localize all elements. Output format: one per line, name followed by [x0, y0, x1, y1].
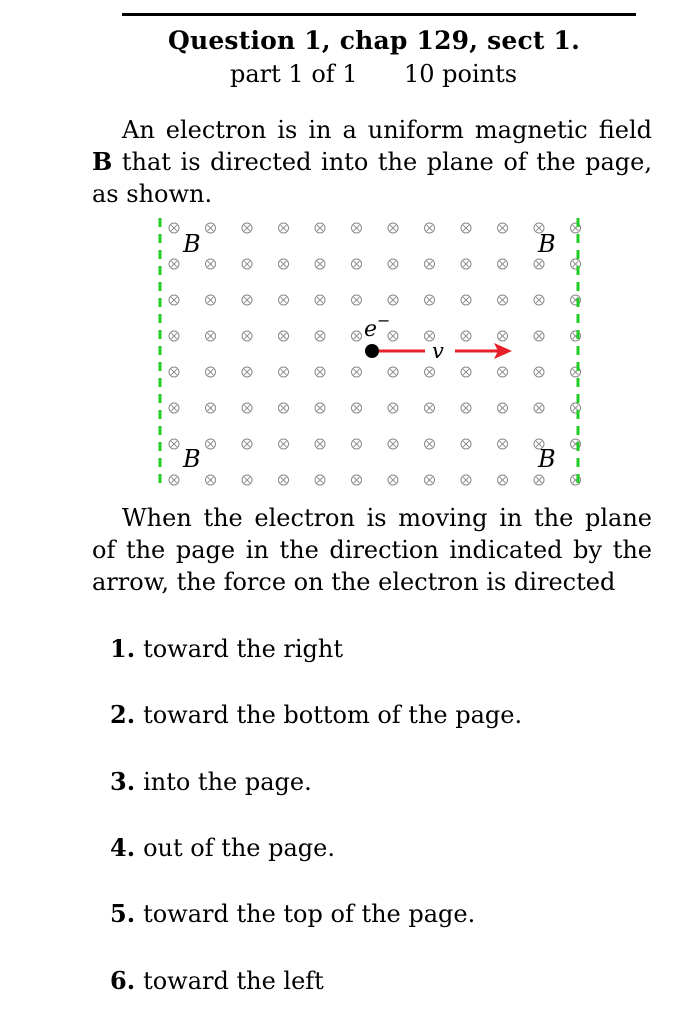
field-into-page-symbol [242, 331, 252, 341]
field-into-page-symbol [206, 475, 216, 485]
field-into-page-symbol [352, 403, 362, 413]
field-into-page-symbol [498, 367, 508, 377]
field-into-page-symbol [352, 331, 362, 341]
field-into-page-symbol [388, 403, 398, 413]
field-into-page-symbol [315, 367, 325, 377]
choice-text: toward the bottom of the page. [143, 701, 523, 729]
field-into-page-symbol [425, 367, 435, 377]
choice-number: 4. [110, 833, 136, 862]
choice-number: 1. [110, 634, 136, 663]
field-into-page-symbol [425, 475, 435, 485]
field-into-page-symbol [242, 259, 252, 269]
field-into-page-symbol [388, 223, 398, 233]
field-symbol-b: B [92, 147, 113, 176]
field-into-page-symbol [279, 223, 289, 233]
field-into-page-symbol [352, 367, 362, 377]
field-into-page-symbol [534, 295, 544, 305]
choice-text: into the page. [143, 768, 312, 796]
field-label-bottom-left: B [183, 445, 201, 473]
question-prompt [92, 502, 652, 598]
field-label-top-right: B [538, 230, 556, 258]
field-into-page-symbol [315, 331, 325, 341]
answer-choice-5[interactable] [110, 899, 475, 928]
field-into-page-symbol [279, 367, 289, 377]
field-into-page-symbol [352, 475, 362, 485]
field-into-page-symbol [242, 439, 252, 449]
field-into-page-symbol [388, 331, 398, 341]
magnetic-field-diagram [150, 210, 590, 495]
field-into-page-symbol [169, 259, 179, 269]
field-into-page-symbol [388, 295, 398, 305]
answer-choice-4[interactable] [110, 833, 335, 862]
field-into-page-symbol [425, 259, 435, 269]
electron-charge-sign: − [377, 311, 391, 330]
velocity-label: v [432, 339, 444, 363]
field-into-page-symbol [206, 403, 216, 413]
choice-number: 6. [110, 966, 136, 995]
intro-text-post: that is directed into the plane of the page, as shown. [92, 148, 652, 208]
intro-text-pre: An electron is in a uniform magnetic field [122, 116, 652, 144]
choice-number: 2. [110, 700, 136, 729]
field-into-page-symbol [534, 475, 544, 485]
answer-choice-6[interactable] [110, 966, 324, 995]
question-title: Question 1, chap 129, sect 1. [167, 26, 581, 55]
field-into-page-symbol [461, 403, 471, 413]
field-into-page-symbol [352, 439, 362, 449]
choice-number: 3. [110, 767, 136, 796]
field-into-page-symbol [279, 439, 289, 449]
field-into-page-symbol [461, 259, 471, 269]
field-into-page-symbol [206, 295, 216, 305]
field-into-page-symbol [461, 367, 471, 377]
field-into-page-symbol [206, 259, 216, 269]
field-into-page-symbol [279, 295, 289, 305]
field-into-page-symbol [206, 331, 216, 341]
field-into-page-symbol [315, 439, 325, 449]
field-into-page-symbol [206, 367, 216, 377]
field-into-page-symbol [388, 475, 398, 485]
field-into-page-symbol [461, 475, 471, 485]
field-into-page-symbol [169, 439, 179, 449]
field-into-page-symbol [206, 439, 216, 449]
field-into-page-symbol [534, 259, 544, 269]
field-into-page-symbol [315, 295, 325, 305]
field-into-page-symbol [461, 295, 471, 305]
field-into-page-symbol [352, 223, 362, 233]
electron-label: e− [364, 311, 391, 342]
field-into-page-symbol [425, 223, 435, 233]
field-into-page-symbol [352, 259, 362, 269]
field-into-page-symbol [498, 295, 508, 305]
field-into-page-symbol [242, 367, 252, 377]
field-into-page-symbol [279, 475, 289, 485]
field-into-page-symbol [169, 295, 179, 305]
field-into-page-symbol [498, 439, 508, 449]
field-into-page-symbol [388, 367, 398, 377]
question-intro [92, 114, 652, 210]
field-into-page-symbol [388, 259, 398, 269]
field-into-page-symbol [315, 259, 325, 269]
field-into-page-symbol [242, 295, 252, 305]
field-into-page-symbol [498, 331, 508, 341]
field-label-bottom-right: B [538, 445, 556, 473]
field-into-page-symbol [534, 403, 544, 413]
field-into-page-symbol [461, 331, 471, 341]
field-into-page-symbol [534, 331, 544, 341]
field-into-page-symbol [315, 403, 325, 413]
electron [365, 344, 379, 358]
part-label: part 1 of 1 [230, 60, 358, 88]
field-into-page-symbol [169, 223, 179, 233]
choice-text: toward the top of the page. [143, 900, 476, 928]
field-into-page-symbol [242, 223, 252, 233]
field-label-top-left: B [183, 230, 201, 258]
field-into-page-symbol [169, 475, 179, 485]
field-into-page-symbol [242, 403, 252, 413]
field-into-page-symbol [498, 259, 508, 269]
field-into-page-symbol [461, 223, 471, 233]
field-into-page-symbol [279, 331, 289, 341]
field-into-page-symbol [461, 439, 471, 449]
field-into-page-symbol [498, 475, 508, 485]
field-into-page-symbol [242, 475, 252, 485]
choice-text: toward the left [143, 967, 324, 995]
field-into-page-symbol [279, 403, 289, 413]
field-into-page-symbol [425, 439, 435, 449]
header-rule [122, 13, 636, 16]
field-into-page-symbol [279, 259, 289, 269]
field-into-page-symbol [315, 223, 325, 233]
field-into-page-symbol [315, 475, 325, 485]
points-label: 10 points [404, 60, 518, 88]
field-into-page-symbol [169, 367, 179, 377]
answer-choice-3[interactable] [110, 767, 312, 796]
field-into-page-symbol [169, 403, 179, 413]
field-into-page-symbol [352, 295, 362, 305]
field-into-page-symbol [498, 403, 508, 413]
choice-number: 5. [110, 899, 136, 928]
choice-text: out of the page. [143, 834, 336, 862]
field-into-page-symbol [498, 223, 508, 233]
field-into-page-symbol [425, 403, 435, 413]
answer-choice-1[interactable] [110, 634, 343, 663]
answer-choice-2[interactable] [110, 700, 522, 729]
field-into-page-symbol [534, 367, 544, 377]
field-into-page-symbol [206, 223, 216, 233]
field-into-page-symbol [388, 439, 398, 449]
choice-text: toward the right [143, 635, 344, 663]
field-into-page-symbol [425, 295, 435, 305]
prompt-text: When the electron is moving in the plane of the page in the direction indicated by the arrow, the force on the electron is directed [92, 504, 652, 596]
field-into-page-symbol [169, 331, 179, 341]
